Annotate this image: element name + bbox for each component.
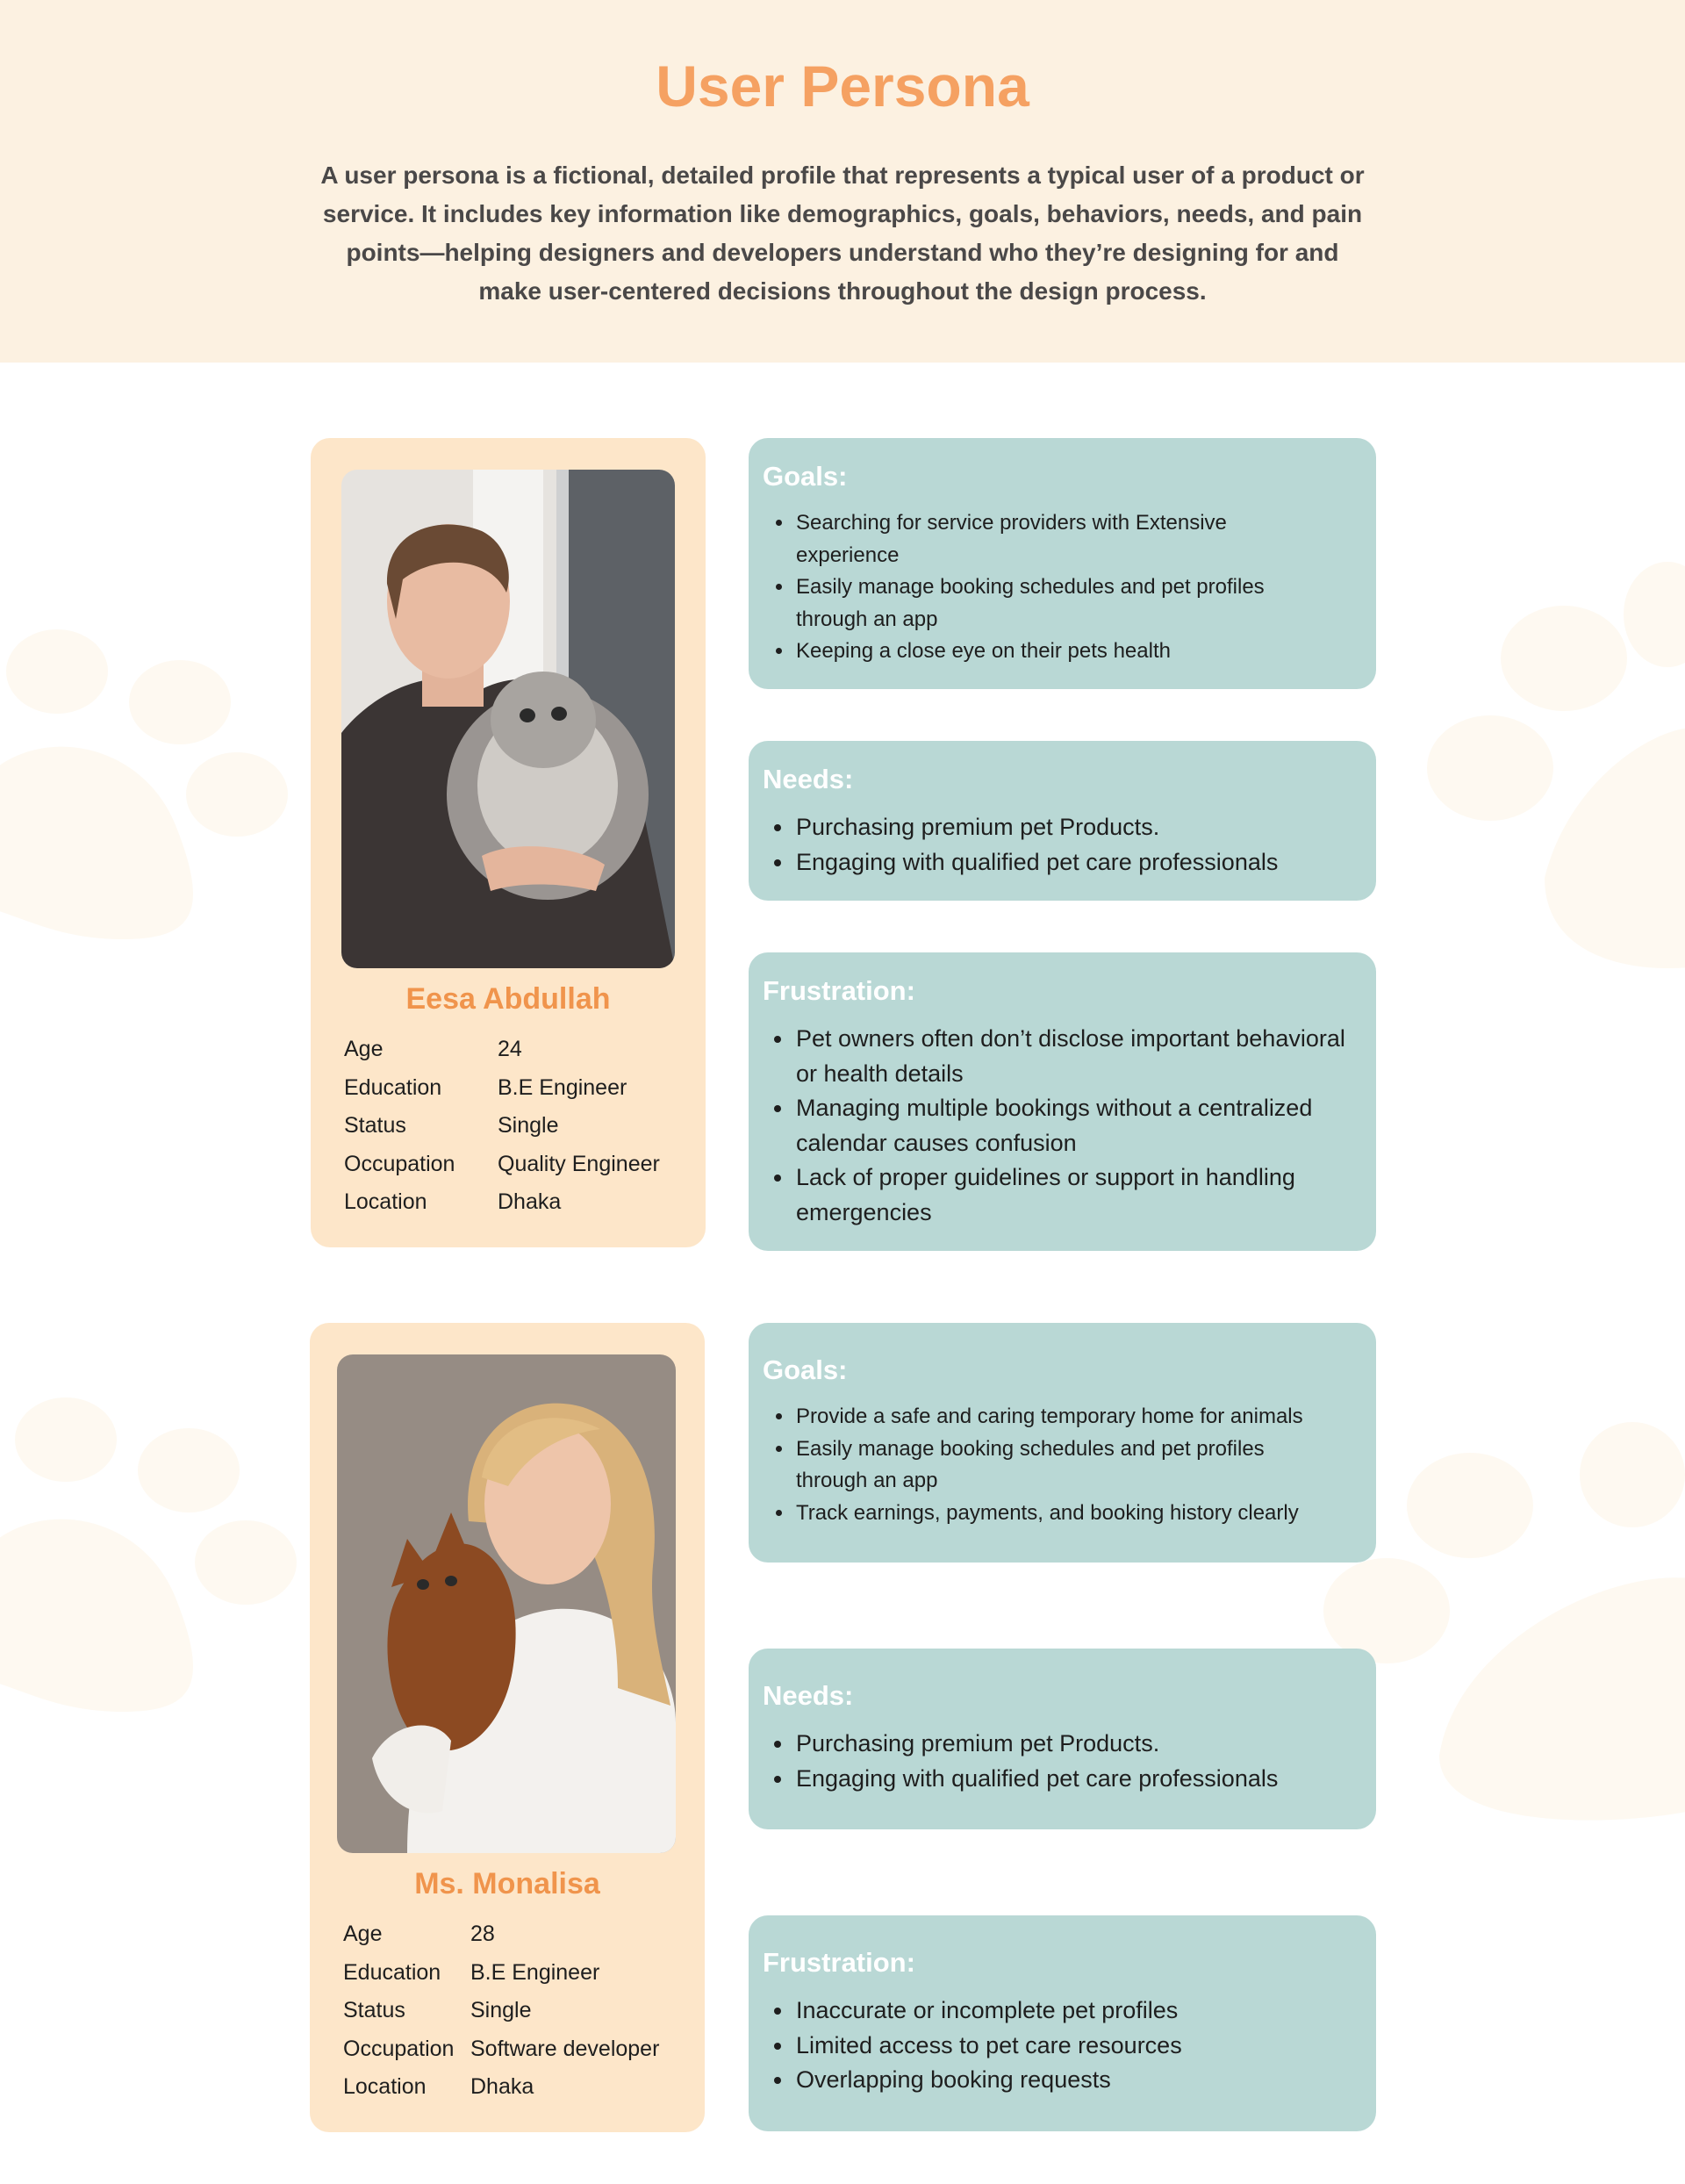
frustration-card	[749, 1915, 1376, 2131]
needs-card	[749, 741, 1376, 901]
frustration-list	[749, 1994, 1356, 2098]
attribute-value: Dhaka	[470, 2074, 534, 2100]
attribute-row	[343, 2030, 659, 2069]
attribute-row	[344, 1069, 660, 1108]
list-item: • Pet owners often don’t disclose important behavioral or health details	[794, 1022, 1356, 1091]
persona-attributes	[343, 1915, 659, 2107]
attribute-value: 28	[470, 1922, 495, 1946]
needs-heading: Needs:	[763, 1680, 854, 1711]
paw-print-icon	[1427, 562, 1685, 968]
list-item: • Engaging with qualified pet care professionals	[794, 1762, 1356, 1797]
list-item: • Inaccurate or incomplete pet profiles	[794, 1994, 1356, 2029]
goals-card	[749, 438, 1376, 689]
needs-list	[749, 810, 1356, 880]
frustration-heading: Frustration:	[763, 975, 915, 1006]
man-holding-cat-photo	[341, 470, 675, 968]
attribute-label: Education	[343, 1959, 441, 1985]
list-item: • Searching for service providers with Extensive experience	[794, 507, 1321, 571]
list-item: • Purchasing premium pet Products.	[794, 810, 1356, 845]
attribute-row	[344, 1146, 660, 1184]
attribute-value: B.E Engineer	[498, 1074, 627, 1100]
frustration-card	[749, 952, 1376, 1251]
attribute-label: Location	[344, 1189, 427, 1215]
list-item: • Purchasing premium pet Products.	[794, 1727, 1356, 1762]
attribute-row	[343, 1954, 659, 1993]
attribute-row	[343, 1915, 659, 1954]
persona-name: Eesa Abdullah	[405, 982, 611, 1016]
attribute-value: B.E Engineer	[470, 1959, 600, 1985]
attribute-row	[344, 1183, 660, 1222]
paw-print-icon	[0, 629, 288, 939]
list-item: • Easily manage booking schedules and pet profiles through an app	[794, 1433, 1321, 1498]
list-item: • Overlapping booking requests	[794, 2063, 1356, 2098]
attribute-label: Location	[343, 2074, 427, 2100]
list-item: • Lack of proper guidelines or support in handling emergencies	[794, 1160, 1356, 1230]
persona-attributes	[344, 1031, 660, 1222]
attribute-value: Dhaka	[498, 1189, 562, 1215]
woman-hugging-cat-photo	[337, 1354, 676, 1853]
list-item: • Easily manage booking schedules and pet profiles through an app	[794, 571, 1321, 636]
attribute-label: Occupation	[344, 1151, 455, 1176]
list-item: • Track earnings, payments, and booking history clearly	[794, 1498, 1321, 1530]
goals-card	[749, 1323, 1376, 1563]
paw-print-icon	[0, 1397, 297, 1712]
frustration-heading: Frustration:	[763, 1947, 915, 1978]
persona-profile-card	[311, 438, 706, 1247]
attribute-label: Age	[344, 1037, 384, 1061]
list-item: • Provide a safe and caring temporary home for animals	[794, 1401, 1321, 1433]
attribute-row	[343, 1992, 659, 2030]
page-description: A user persona is a fictional, detailed profile that represents a typical user of a product or service. It includes key information like demographics, goals, behaviors, needs, and pain points—helping designers and developers understand who they’re designing for and make user-centered decisions throughout the design process.	[320, 162, 1365, 305]
attribute-label: Age	[343, 1922, 383, 1946]
attribute-value: 24	[498, 1037, 522, 1061]
list-item: • Engaging with qualified pet care professionals	[794, 845, 1356, 880]
goals-list	[749, 507, 1321, 668]
goals-heading: Goals:	[763, 461, 848, 492]
needs-card	[749, 1649, 1376, 1829]
persona-name: Ms. Monalisa	[414, 1867, 600, 1900]
attribute-label: Status	[343, 1998, 405, 2023]
attribute-label: Education	[344, 1074, 442, 1100]
list-item: • Keeping a close eye on their pets health	[794, 636, 1321, 668]
attribute-value: Single	[470, 1998, 532, 2023]
attribute-row	[344, 1031, 660, 1069]
list-item: • Limited access to pet care resources	[794, 2029, 1356, 2064]
needs-heading: Needs:	[763, 764, 854, 794]
goals-heading: Goals:	[763, 1354, 848, 1385]
attribute-value: Single	[498, 1113, 559, 1139]
paw-print-icon	[1323, 1422, 1685, 1821]
persona-profile-card	[310, 1323, 705, 2132]
page-title: User Persona	[656, 54, 1029, 119]
attribute-label: Status	[344, 1113, 406, 1139]
attribute-row	[344, 1107, 660, 1146]
attribute-row	[343, 2068, 659, 2107]
frustration-list	[749, 1022, 1356, 1230]
attribute-label: Occupation	[343, 2036, 455, 2061]
needs-list	[749, 1727, 1356, 1796]
goals-list	[749, 1401, 1321, 1529]
attribute-value: Software developer	[470, 2036, 660, 2061]
attribute-value: Quality Engineer	[498, 1151, 660, 1176]
list-item: • Managing multiple bookings without a centralized calendar causes confusion	[794, 1091, 1356, 1160]
